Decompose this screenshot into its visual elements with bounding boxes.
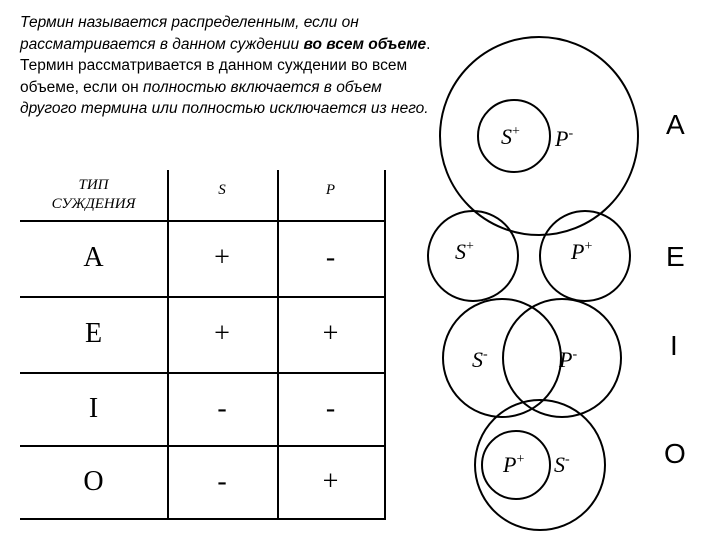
diagram-e-left-circle [428,211,518,301]
row-s-sign: - [217,465,227,497]
diagram-e-type: E [666,241,685,272]
row-type: I [88,392,99,424]
diagram-o-outer-label: S- [554,452,570,477]
row-type: E [84,318,103,349]
diagram-a-outer-circle [440,37,638,235]
intro-part-3: полностью включается в объем другого термина или полностью исключается из него. [20,78,429,117]
diagram-i-left-label: S- [472,347,488,372]
diagram-a-inner-label: S+ [501,124,520,149]
intro-part-2: . Термин рассматривается в данном суждении во всем объеме, если он [20,35,431,96]
diagram-o-outer-circle [475,400,605,530]
header-type-label: ТИП СУЖДЕНИЯ [51,177,136,212]
header-p: P [325,181,336,198]
row-type: O [83,465,104,497]
intro-emphasis: во всем объеме [303,35,427,53]
diagram-i-type: I [670,330,678,361]
row-p-sign: - [325,242,336,273]
row-s-sign: + [214,242,230,273]
diagram-o-type: O [664,438,686,469]
header-s: S [218,181,226,198]
intro-part-1: Термин называется распределенным, если он рассматривается в данном суждении [20,14,359,53]
row-p-sign: + [322,318,339,349]
row-type: A [83,242,104,273]
diagram-o-inner-label: P+ [503,452,525,477]
diagram-a-outer-label: P- [555,126,574,151]
diagram-e-left-label: S+ [455,239,474,264]
row-s-sign: - [217,392,227,424]
row-s-sign: + [214,318,230,349]
row-p-sign: + [322,465,339,497]
diagram-a-type: A [666,109,685,140]
diagram-i-right-label: P- [559,347,578,372]
row-p-sign: - [325,392,336,424]
diagram-e-right-label: P+ [571,239,593,264]
